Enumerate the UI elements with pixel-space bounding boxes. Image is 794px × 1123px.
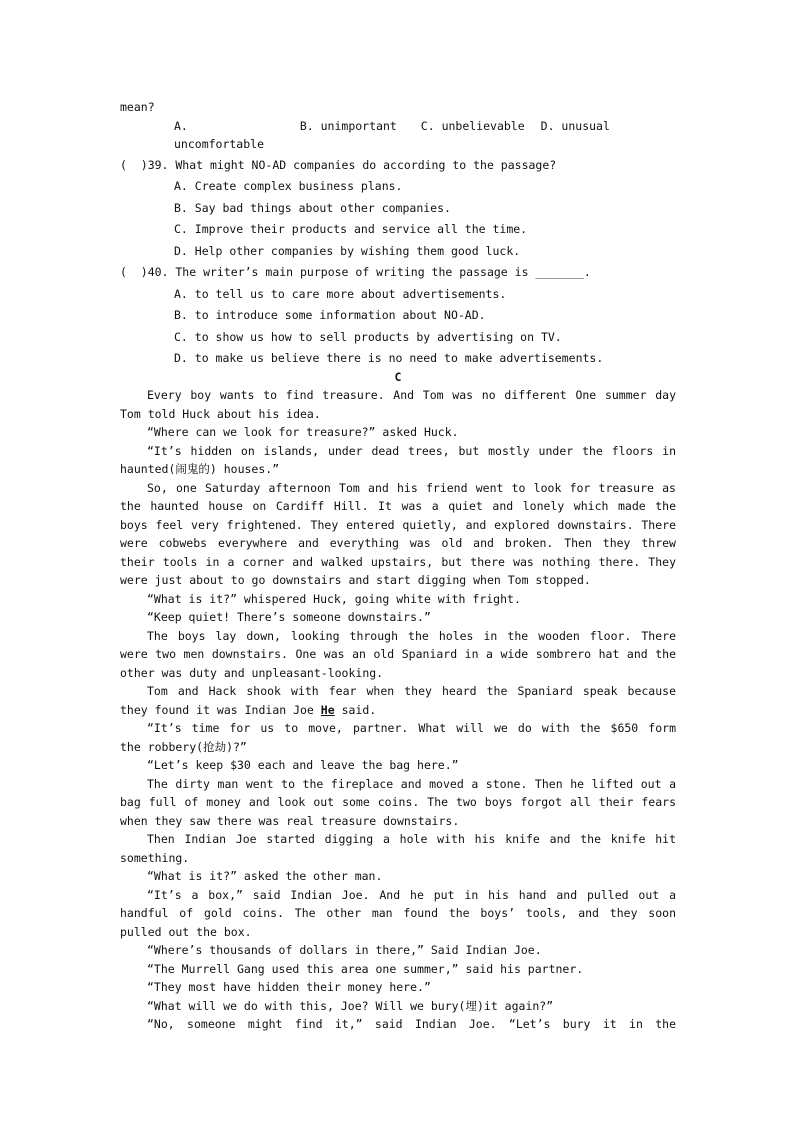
story-paragraph: Then Indian Joe started digging a hole with his knife and the knife hit xyxy=(147,832,676,846)
story-line: haunted(闹鬼的) houses.” xyxy=(120,462,280,476)
document-page xyxy=(120,98,676,1034)
story-paragraph: “They most have hidden their money here.” xyxy=(147,980,431,994)
q40-option-b: B. to introduce some information about NO-AD. xyxy=(174,308,486,322)
q38-option-b: B. unimportant xyxy=(299,118,397,133)
q39-option-c: C. Improve their products and service all the time. xyxy=(174,222,528,236)
q39-option-a: A. Create complex business plans. xyxy=(174,179,403,193)
q38-option-d: D. unusual xyxy=(540,118,610,133)
q38-options xyxy=(120,117,676,136)
q40-option-a: A. to tell us to care more about advertisements. xyxy=(174,286,507,301)
story-paragraph: The dirty man went to the fireplace and moved a stone. Then he lifted out a xyxy=(147,776,676,791)
story-paragraph: “It’s a box,” said Indian Joe. And he put in his hand and pulled out a xyxy=(147,887,676,902)
story-line: bag full of money and look out some coins. The two boys forgot all their fears xyxy=(120,795,676,809)
story-line: the haunted house on Cardiff Hill. It was a quiet and lonely which made the xyxy=(120,499,676,513)
story-paragraph: “The Murrell Gang used this area one summer,” said his partner. xyxy=(147,961,584,976)
q40-question: ( )40. The writer’s main purpose of writing the passage is _______. xyxy=(120,265,591,279)
q40-option-d: D. to make us believe there is no need to make advertisements. xyxy=(174,351,604,365)
q40-option-c: C. to show us how to sell products by advertising on TV. xyxy=(174,329,562,344)
story-paragraph: “It’s time for us to move, partner. What will we do with the $650 form xyxy=(147,721,676,735)
story-text: said. xyxy=(334,702,377,717)
section-heading: C xyxy=(394,369,402,384)
q38-option-a-text: uncomfortable xyxy=(174,137,265,151)
story-line: Tom told Huck about his idea. xyxy=(120,406,321,421)
q38-option-c: C. unbelievable xyxy=(420,118,525,133)
story-line: their tools in a corner and walked upstairs, but there was nothing there. They xyxy=(120,554,676,569)
story-paragraph: So, one Saturday afternoon Tom and his friend went to look for treasure as xyxy=(147,480,676,495)
story-paragraph: “Where’s thousands of dollars in there,” Said Indian Joe. xyxy=(147,943,542,957)
story-line: when they saw there was real treasure downstairs. xyxy=(120,813,460,828)
story-paragraph: “No, someone might find it,” said Indian Joe. “Let’s bury it in the xyxy=(147,1017,676,1031)
q39-question: ( )39. What might NO-AD companies do according to the passage? xyxy=(120,157,557,172)
q39-option-b: B. Say bad things about other companies. xyxy=(174,200,451,215)
story-line: pulled out the box. xyxy=(120,924,252,939)
story-line: were just about to go downstairs and start digging when Tom stopped. xyxy=(120,573,591,587)
story-paragraph: “What is it?” whispered Huck, going white with fright. xyxy=(147,591,521,606)
story-paragraph: “Let’s keep $30 each and leave the bag here.” xyxy=(147,758,459,772)
story-paragraph: “It’s hidden on islands, under dead trees, but mostly under the floors in xyxy=(147,443,676,458)
q38-option-a: A. xyxy=(174,118,188,133)
story-line: other was duty and unpleasant-looking. xyxy=(120,665,384,680)
story-line: the robbery(抢劫)?” xyxy=(120,739,247,754)
story-text: they found it was Indian Joe xyxy=(120,702,321,717)
story-paragraph: “What is it?” asked the other man. xyxy=(147,869,383,883)
story-paragraph: Tom and Hack shook with fear when they heard the Spaniard speak because xyxy=(147,684,676,698)
q38-tail: mean? xyxy=(120,100,155,114)
story-line: handful of gold coins. The other man found the boys’ tools, and they soon xyxy=(120,906,676,920)
story-paragraph: “Where can we look for treasure?” asked Huck. xyxy=(147,425,459,439)
underlined-word: He xyxy=(320,702,335,717)
story-paragraph: “What will we do with this, Joe? Will we bury(埋)it again?” xyxy=(147,998,554,1013)
story-line: boys feel very frightened. They entered quietly, and explored downstairs. There xyxy=(120,517,676,532)
q39-option-d: D. Help other companies by wishing them good luck. xyxy=(174,243,521,258)
story-line: something. xyxy=(120,850,190,865)
story-paragraph: “Keep quiet! There’s someone downstairs.” xyxy=(147,610,431,624)
story-line: were cobwebs everywhere and everything was old and broken. Then they threw xyxy=(120,536,676,550)
story-line: were two men downstairs. One was an old Spaniard in a wide sombrero hat and the xyxy=(120,647,676,661)
story-paragraph: Every boy wants to find treasure. And Tom was no different One summer day xyxy=(147,388,676,402)
story-paragraph: The boys lay down, looking through the holes in the wooden floor. There xyxy=(147,628,676,643)
story-line xyxy=(120,701,676,720)
